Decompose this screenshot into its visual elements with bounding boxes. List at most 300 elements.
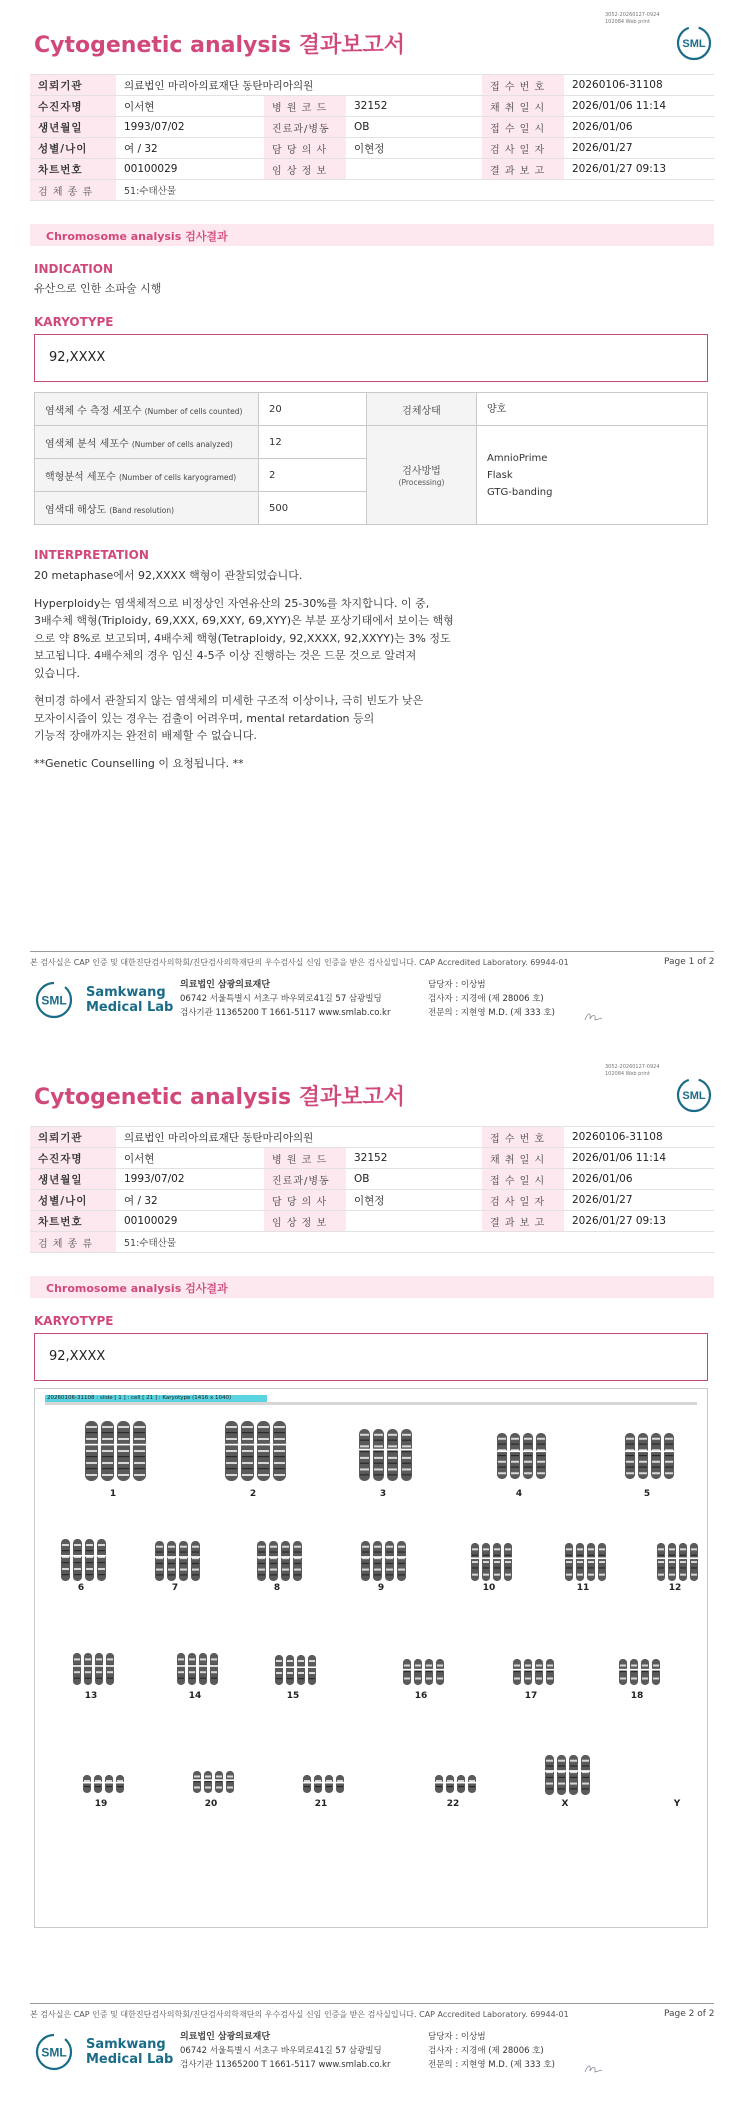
exam-value: 2026/01/27 (564, 1190, 714, 1211)
chromosome-band (227, 1776, 233, 1778)
centromere (629, 1669, 638, 1671)
exam-value: 2026/01/27 (564, 138, 714, 159)
chromosome-band (287, 1660, 293, 1662)
chromosome-band (404, 1665, 410, 1667)
centromere (198, 1665, 207, 1667)
received-value: 2026/01/06 (564, 1169, 714, 1190)
chromosome-band (304, 1786, 310, 1787)
chromosome-band (360, 1457, 369, 1459)
chromosome-band (652, 1438, 660, 1440)
chromosome-band (546, 1783, 553, 1785)
chromosome-band (226, 1456, 237, 1457)
staff-line: 담당자 : 이상범 (428, 980, 486, 990)
chromosome-band (374, 1574, 381, 1575)
centromere (203, 1779, 212, 1781)
chromosome-band (294, 1551, 301, 1552)
band-value: 500 (259, 492, 367, 525)
chromosome-band (558, 1777, 565, 1778)
chromosome-band (107, 1671, 113, 1673)
chromosome-band (426, 1665, 432, 1667)
sexage-value: 여 / 32 (116, 138, 264, 159)
chromosome-band (472, 1548, 478, 1550)
chromosome-band (98, 1550, 105, 1551)
chromosome-band (599, 1567, 605, 1568)
chromosome-band (242, 1468, 253, 1469)
chromosome-label-21: 21 (314, 1799, 328, 1809)
staff-line: 검사자 : 지경애 (제 28006 호) (428, 2046, 544, 2056)
chromosome-band (388, 1440, 397, 1441)
chromosome-band (537, 1455, 545, 1456)
chromosome-band (270, 1569, 277, 1571)
chromosome-band (386, 1563, 393, 1564)
chromosome-band (599, 1548, 605, 1550)
centromere (556, 1770, 566, 1772)
requester-label: 의뢰기관 (30, 1127, 116, 1148)
chromosome-band (436, 1786, 442, 1787)
chromosome-band (270, 1563, 277, 1564)
centromere (209, 1665, 218, 1667)
specimen-state-value: 양호 (477, 393, 708, 426)
chromosome-band (374, 1546, 381, 1548)
chromosome-band (514, 1665, 520, 1667)
report-label: 결 과 보 고 (482, 1211, 564, 1232)
lab-address-line: 06742 서울특별시 서초구 바우뫼로41길 57 삼광빌딩 (180, 994, 382, 1004)
method-label: 검사방법 (Processing) (367, 426, 477, 525)
chromosome-band (192, 1546, 199, 1548)
chromosome-band (524, 1444, 532, 1445)
chromosome-group-3 (357, 1427, 414, 1483)
chromosome-band (472, 1555, 478, 1556)
chromosome-band (374, 1474, 383, 1475)
chromosome-band (258, 1462, 269, 1464)
centromere (187, 1665, 196, 1667)
chromosome-band (242, 1462, 253, 1464)
chromosome-band (274, 1432, 285, 1433)
chromosome-band (511, 1438, 519, 1440)
chromosome-label-13: 13 (84, 1691, 98, 1701)
received-label: 접 수 일 시 (482, 1169, 564, 1190)
chromosome-band (546, 1765, 553, 1766)
method-1: AmnioPrime (487, 452, 548, 464)
chromosome-band (577, 1555, 583, 1556)
chromosome-band (134, 1468, 145, 1469)
chromosome-band (258, 1551, 265, 1552)
chromosome-band (415, 1665, 421, 1667)
chromosome-group-7 (153, 1539, 202, 1583)
chromosome-band (511, 1467, 519, 1468)
chromosome-band (469, 1786, 475, 1787)
chromosome-band (669, 1548, 675, 1550)
chromosome-band (362, 1546, 369, 1548)
chromosome-band (374, 1440, 383, 1441)
indication-text: 유산으로 인한 소파술 시행 (34, 282, 162, 295)
chromosome-band (74, 1550, 81, 1551)
chromosome-band (360, 1440, 369, 1441)
chromosome-label-12: 12 (668, 1583, 682, 1593)
chromosome-band (226, 1474, 237, 1476)
chromosome-band (211, 1678, 217, 1679)
chart-label: 차트번호 (30, 1211, 116, 1232)
centromere (651, 1669, 660, 1671)
chromosome-band (669, 1561, 675, 1563)
chromosome-band (404, 1671, 410, 1672)
chromosome-band (691, 1567, 697, 1568)
chromosome-band (570, 1788, 577, 1789)
centromere (689, 1557, 698, 1559)
chromosome-band (156, 1574, 163, 1575)
received-value: 2026/01/06 (564, 117, 714, 138)
centromere (372, 1449, 384, 1451)
chromosome-group-8 (255, 1539, 304, 1583)
chromosome-band (62, 1550, 69, 1551)
lab-name-line-2: Medical Lab (86, 2052, 174, 2067)
hospital-code-value: 32152 (346, 96, 454, 117)
chromosome (286, 1655, 294, 1685)
chromosome-band (505, 1561, 511, 1563)
chromosome-group-6 (59, 1537, 108, 1583)
chromosome-band (669, 1555, 675, 1556)
interp-line: **Genetic Counselling 이 요청됩니다. ** (34, 756, 244, 770)
chromosome-band (194, 1776, 200, 1778)
chromosome-band (642, 1678, 648, 1680)
chromosome-label-4: 4 (515, 1489, 523, 1499)
centromere (667, 1557, 676, 1559)
chromosome-band (642, 1665, 648, 1667)
chromosome-band (626, 1438, 634, 1440)
chromosome-band (294, 1563, 301, 1564)
chromosome-band (620, 1665, 626, 1667)
chromosome-label-Y: Y (673, 1799, 681, 1809)
chromosome-band (536, 1671, 542, 1672)
chromosome-band (106, 1780, 112, 1782)
centromere (72, 1555, 82, 1557)
chromosome-band (588, 1548, 594, 1550)
centromere (580, 1770, 590, 1772)
chromosome-band (388, 1445, 397, 1447)
chromosome (188, 1653, 196, 1685)
chromosome-band (309, 1660, 315, 1662)
chromosome-band (85, 1658, 91, 1660)
chromosome-band (570, 1777, 577, 1778)
chromosome-band (134, 1450, 145, 1452)
svg-text:SML: SML (682, 1090, 706, 1102)
chromosome-band (426, 1671, 432, 1672)
chart-value: 00100029 (116, 1211, 264, 1232)
chromosome-band (258, 1546, 265, 1548)
chromosome-band (639, 1467, 647, 1468)
doctor-label: 담 당 의 사 (264, 1190, 346, 1211)
dept-label: 진료과/병동 (264, 117, 346, 138)
clinical-value (346, 159, 454, 180)
chromosome-band (680, 1567, 686, 1568)
chromosome-band (566, 1555, 572, 1556)
chromosome-band (192, 1574, 199, 1575)
chromosome-label-20: 20 (204, 1799, 218, 1809)
chromosome-band (282, 1551, 289, 1552)
chromosome-band (86, 1474, 97, 1476)
chromosome-label-X: X (561, 1799, 569, 1809)
chromosome-band (276, 1672, 282, 1674)
chromosome-band (216, 1787, 222, 1789)
chromosome-band (86, 1426, 97, 1428)
received-label: 접 수 일 시 (482, 117, 564, 138)
chromosome-band (658, 1561, 664, 1563)
chromosome-band (315, 1786, 321, 1787)
chromosome-band (180, 1563, 187, 1564)
report-title: Cytogenetic analysis 결과보고서 (34, 1085, 406, 1110)
chromosome-band (178, 1678, 184, 1679)
centromere (154, 1556, 164, 1558)
karyotype-box: 92,XXXX (34, 1333, 708, 1381)
chromosome-band (498, 1467, 506, 1468)
chromosome-band (665, 1438, 673, 1440)
chromosome-band (582, 1760, 589, 1762)
accession-label: 접 수 번 호 (482, 75, 564, 96)
chromosome-band (309, 1678, 315, 1679)
centromere (568, 1770, 578, 1772)
chromosome-band (437, 1665, 443, 1667)
centromere (424, 1669, 433, 1671)
centromere (470, 1557, 479, 1559)
chromosome-band (287, 1672, 293, 1674)
samkwang-logo-icon (34, 2032, 82, 2072)
chromosome-band (102, 1468, 113, 1469)
chromosome-label-3: 3 (379, 1489, 387, 1499)
chromosome-band (74, 1568, 81, 1570)
centromere (492, 1557, 501, 1559)
accession-value: 20260106-31108 (564, 75, 714, 96)
chromosome-band (494, 1548, 500, 1550)
centromere (509, 1450, 520, 1452)
chromosome-band (436, 1780, 442, 1782)
chromosome-band (282, 1569, 289, 1571)
chromosome-band (96, 1678, 102, 1679)
lab-name-line-2: Medical Lab (86, 1000, 174, 1015)
chromosome-band (498, 1461, 506, 1463)
chromosome-band (258, 1432, 269, 1433)
chromosome-band (189, 1678, 195, 1679)
chromosome-band (505, 1555, 511, 1556)
chromosome-band (402, 1451, 411, 1452)
print-code-line-2: 102084 Web print (605, 19, 650, 25)
chromosome-band (98, 1562, 105, 1563)
specimen-label: 검 체 종 류 (30, 1232, 116, 1253)
chromosome (446, 1775, 454, 1793)
chromosome-band (546, 1760, 553, 1762)
chromosome-band (168, 1569, 175, 1571)
chromosome-band (362, 1563, 369, 1564)
chromosome-band (652, 1467, 660, 1468)
centromere (544, 1770, 554, 1772)
signature-icon (582, 1010, 606, 1024)
chromosome-band (483, 1555, 489, 1556)
chromosome-band (62, 1574, 69, 1575)
page-number: Page 2 of 2 (664, 2009, 715, 2019)
chromosome-band (536, 1665, 542, 1667)
chromosome-band (652, 1455, 660, 1456)
chromosome (401, 1429, 412, 1481)
chromosome-band (566, 1561, 572, 1563)
chromosome-band (258, 1569, 265, 1571)
chromosome-band (665, 1455, 673, 1456)
chromosome-band (86, 1450, 97, 1452)
lab-name (86, 985, 173, 1015)
chromosome-band (134, 1426, 145, 1428)
chromosome-label-22: 22 (446, 1799, 460, 1809)
centromere (360, 1556, 370, 1558)
svg-text:SML: SML (41, 993, 67, 1008)
footer-divider (30, 2003, 714, 2004)
chromosome-band (211, 1671, 217, 1673)
chromosome-label-18: 18 (630, 1691, 644, 1701)
collect-label: 채 취 일 시 (482, 1148, 564, 1169)
chromosome-band (582, 1783, 589, 1785)
chromosome-band (566, 1548, 572, 1550)
chromosome-band (447, 1786, 453, 1787)
chromosome-band (402, 1468, 411, 1470)
chromosome-band (525, 1665, 531, 1667)
chromosome-band (102, 1432, 113, 1433)
chromosome-label-17: 17 (524, 1691, 538, 1701)
chromosome-band (398, 1546, 405, 1548)
chromosome-label-6: 6 (77, 1583, 85, 1593)
chromosome (94, 1775, 102, 1793)
chromosome-band (86, 1544, 93, 1546)
chromosome-band (537, 1438, 545, 1440)
analyzed-value: 12 (259, 426, 367, 459)
chromosome-band (74, 1658, 80, 1660)
chromosome-band (189, 1658, 195, 1660)
accession-value: 20260106-31108 (564, 1127, 714, 1148)
chromosome-band (98, 1574, 105, 1575)
chromosome-band (74, 1574, 81, 1575)
chromosome-band (511, 1472, 519, 1474)
chromosome-band (118, 1426, 129, 1428)
centromere (512, 1669, 521, 1671)
chromosome-group-17 (511, 1657, 556, 1687)
lab-license: 검사기관 11365200 T 1661-5117 www.smlab.co.kr (180, 2060, 391, 2070)
centromere (618, 1669, 627, 1671)
centromere (650, 1450, 661, 1452)
chromosome-band (134, 1438, 145, 1440)
collect-value: 2026/01/06 11:14 (564, 1148, 714, 1169)
chromosome-band (102, 1426, 113, 1428)
chromosome-band (402, 1434, 411, 1436)
chromosome-band (599, 1561, 605, 1563)
lab-address (180, 2030, 390, 2072)
chromosome-band (242, 1432, 253, 1433)
lab-address-line: 06742 서울특별시 서초구 바우뫼로41길 57 삼광빌딩 (180, 2046, 382, 2056)
chromosome-label-1: 1 (109, 1489, 117, 1499)
requester-value: 의료법인 마리아의료재단 동탄마리아의원 (116, 1127, 454, 1148)
chromosome-band (216, 1776, 222, 1778)
lab-name (86, 2037, 173, 2067)
chromosome-band (514, 1671, 520, 1672)
chromosome-band (498, 1444, 506, 1445)
interp-line: 기능적 장애까지는 완전히 배제할 수 없습니다. (34, 729, 257, 742)
sexage-label: 성별/나이 (30, 1190, 116, 1211)
chromosome-label-9: 9 (377, 1583, 385, 1593)
chromosome-band (362, 1574, 369, 1575)
patient-label: 수진자명 (30, 96, 116, 117)
centromere (564, 1557, 573, 1559)
chromosome-band (599, 1555, 605, 1556)
chromosome-band (374, 1457, 383, 1459)
chromosome-band (415, 1671, 421, 1672)
centromere (396, 1556, 406, 1558)
chromosome (308, 1655, 316, 1685)
centromere (292, 1556, 302, 1558)
method-values (477, 426, 708, 525)
chromosome-band (192, 1551, 199, 1552)
chromosome-band (511, 1444, 519, 1445)
chromosome-group-5 (623, 1431, 676, 1481)
chromosome-group-20 (191, 1769, 236, 1795)
centromere (324, 1782, 333, 1784)
patient-value: 이서현 (116, 96, 264, 117)
chromosome (199, 1653, 207, 1685)
chromosome-band (200, 1671, 206, 1673)
chromosome-band (566, 1567, 572, 1568)
centromere (386, 1449, 398, 1451)
chromosome-band (227, 1781, 233, 1782)
chromosome-band (156, 1546, 163, 1548)
chromosome-band (107, 1658, 113, 1660)
chromosome-band (398, 1563, 405, 1564)
centromere (335, 1782, 344, 1784)
chromosome-band (258, 1468, 269, 1469)
chromosome-group-10 (469, 1541, 514, 1583)
chromosome-band (226, 1462, 237, 1464)
chromosome-label-8: 8 (273, 1583, 281, 1593)
chromosome-band (98, 1568, 105, 1570)
centromere (100, 1444, 114, 1446)
chromosome-band (525, 1678, 531, 1680)
chromosome-label-7: 7 (171, 1583, 179, 1593)
exam-label: 검 사 일 자 (482, 138, 564, 159)
centromere (60, 1555, 70, 1557)
chromosome-band (242, 1426, 253, 1428)
chromosome-band (86, 1574, 93, 1575)
chromosome-band (388, 1463, 397, 1464)
chromosome-band (200, 1678, 206, 1679)
chromosome-band (665, 1461, 673, 1463)
chromosome-band (547, 1665, 553, 1667)
chromosome-band (536, 1678, 542, 1680)
centromere (481, 1557, 490, 1559)
chromosome-band (577, 1548, 583, 1550)
report-value: 2026/01/27 09:13 (564, 159, 714, 180)
chromosome-group-16 (401, 1657, 446, 1687)
signature-icon (582, 2062, 606, 2076)
chromosome-band (472, 1561, 478, 1563)
lab-foundation: 의료법인 삼광의료재단 (180, 2032, 271, 2042)
chromosome-band (117, 1780, 123, 1782)
centromere (467, 1782, 476, 1784)
chromosome-band (86, 1568, 93, 1570)
chromosome-band (691, 1574, 697, 1576)
chromosome-band (274, 1450, 285, 1452)
report-page-2 (0, 1052, 744, 2104)
chromosome-band (326, 1786, 332, 1787)
chromosome-band (537, 1472, 545, 1474)
print-code-line-1: 3052-20260127-0924 (605, 12, 660, 18)
karyogram-header: 20260106-31108 : slide [ 1 ] : cell [ 21 ] : Karyotype (1416 x 1040) (45, 1395, 267, 1402)
centromere (214, 1779, 223, 1781)
analyzed-label: 염색체 분석 세포수 (Number of cells analyzed) (35, 426, 259, 459)
patient-value: 이서현 (116, 1148, 264, 1169)
chromosome-band (577, 1561, 583, 1563)
